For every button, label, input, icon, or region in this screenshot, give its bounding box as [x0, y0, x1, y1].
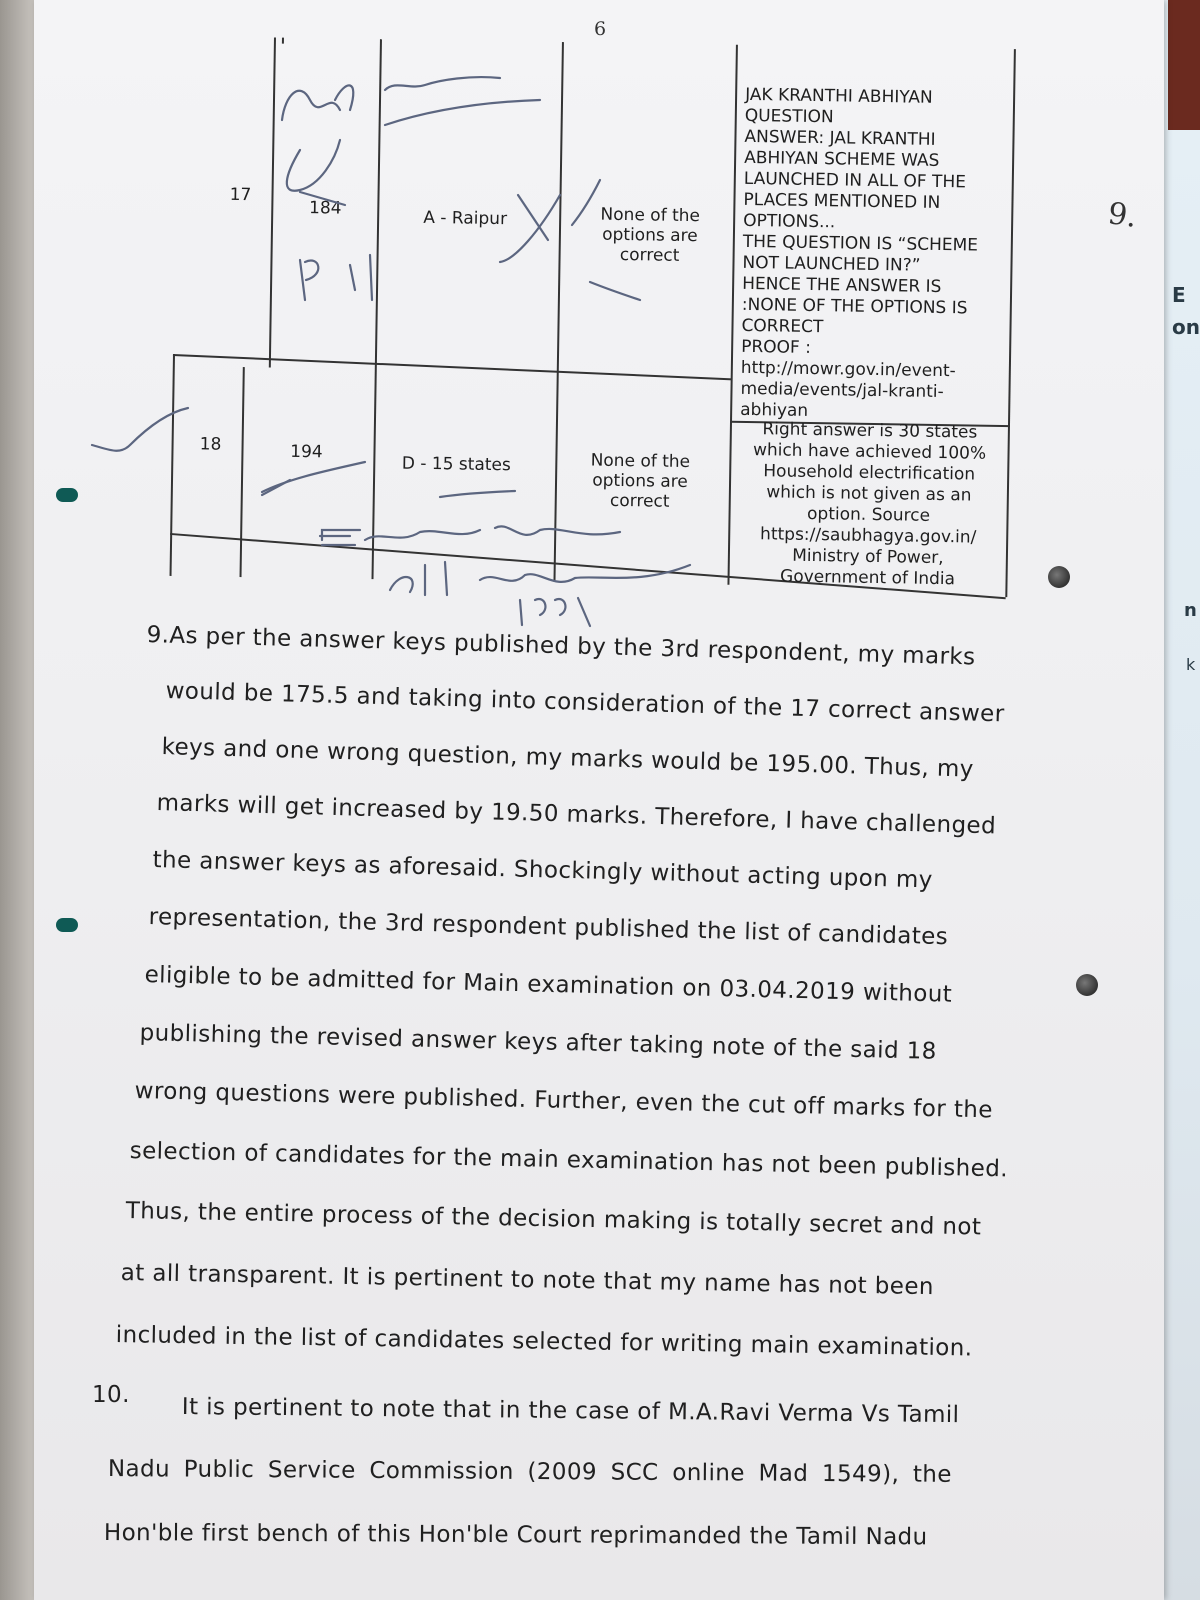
edge-fragment: k — [1186, 655, 1196, 674]
paragraph-9-line: marks will get increased by 19.50 marks. Therefore, I have challenged — [156, 790, 997, 840]
cell-sno: 17 — [229, 184, 252, 206]
cell-key-answer: D - 15 states — [401, 453, 511, 476]
paragraph-9-line: publishing the revised answer keys after taking note of the said 18 — [139, 1020, 938, 1065]
cell-claimed-answer: None of the options are correct — [600, 204, 701, 266]
paragraph-10-line: Hon'ble first bench of this Hon'ble Court reprimanded the Tamil Nadu — [103, 1520, 928, 1551]
page-number: 6 — [594, 18, 607, 40]
paragraph-9-line: eligible to be admitted for Main examination on 03.04.2019 without — [144, 962, 953, 1008]
cell-claimed-answer: None of the options are correct — [590, 450, 691, 512]
cell-reason: Right answer is 30 states which have achieved 100% Household electrification which is not given as an option. Source https://saubhagya.gov.in/ Ministry of Power, Government of India — [752, 419, 987, 590]
edge-fragment: n — [1184, 600, 1197, 621]
paragraph-9-line: keys and one wrong question, my marks would be 195.00. Thus, my — [161, 734, 975, 783]
paragraph-9-line: Thus, the entire process of the decision making is totally secret and not — [125, 1198, 982, 1241]
paragraph-10-line: Nadu Public Service Commission (2009 SCC online Mad 1549), the — [107, 1456, 952, 1488]
paragraph-9-line: wrong questions were published. Further, even the cut off marks for the — [134, 1078, 994, 1124]
paragraph-9-line: would be 175.5 and taking into consideration of the 17 correct answer — [165, 678, 1005, 728]
margin-mark: 9. — [1105, 196, 1139, 235]
paragraph-9-line: at all transparent. It is pertinent to note that my name has not been — [120, 1260, 935, 1301]
cell-question-no: 184 — [308, 198, 342, 219]
paragraph-9-line: representation, the 3rd respondent published the list of candidates — [148, 904, 949, 951]
paragraph-9-line: 9.As per the answer keys published by the 3rd respondent, my marks — [146, 622, 976, 671]
paragraph-9-line: the answer keys as aforesaid. Shockingly without acting upon my — [152, 847, 934, 894]
paragraph-9-line: selection of candidates for the main examination has not been published. — [129, 1138, 1009, 1183]
cell-reason: JAK KRANTHI ABHIYAN QUESTION ANSWER: JAL KRANTHI ABHIYAN SCHEME WAS LAUNCHED IN ALL OF THE PLACES MENTIONED IN OPTIONS... THE QUESTION IS “SCHEME NOT LAUNCHED IN?” HENCE THE ANSWER IS :NONE OF THE OPTIONS IS CORRECT PROOF : http://mowr.gov.in/event- media/events/jal-kranti- abhiyan — [740, 84, 979, 421]
cell-question-no: 194 — [290, 441, 323, 463]
paragraph-10-line: It is pertinent to note that in the case of M.A.Ravi Verma Vs Tamil — [181, 1394, 960, 1429]
paragraph-9-line: included in the list of candidates selected for writing main examination. — [115, 1322, 973, 1362]
paragraph-10-number: 10. — [92, 1382, 130, 1408]
cell-key-answer: A - Raipur — [423, 207, 508, 230]
cell-sno: 18 — [199, 434, 222, 455]
edge-fragment: E — [1172, 283, 1186, 307]
edge-fragment: on — [1172, 315, 1200, 339]
